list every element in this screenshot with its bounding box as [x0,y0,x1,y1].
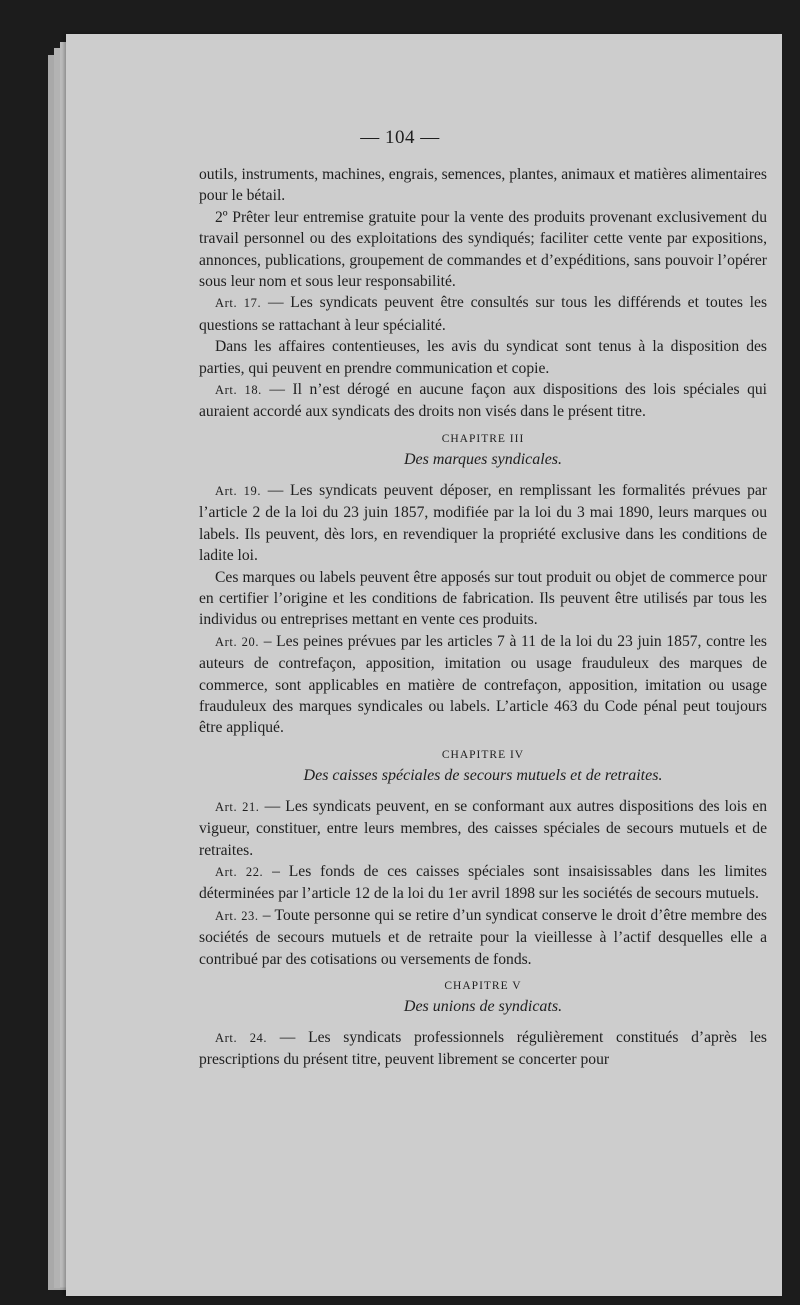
body-paragraph: Ces marques ou labels peuvent être apposés sur tout produit ou objet de commerce pour en certifier l’origine et les conditions de fabrication. Ils peuvent être utilisés par tous les individus ou entreprises mettant en vente ces produits. [199,568,767,629]
article-label: Art. 22. [215,864,264,879]
article-paragraph [199,631,767,739]
article-text: — Les syndicats professionnels régulièrement constitués d’après les prescriptions du présent titre, peuvent librement se concerter pour [199,1029,767,1069]
body-paragraph: 2º Prêter leur entremise gratuite pour la vente des produits provenant exclusivement du travail personnel ou des exploitations des syndiqués; faciliter cette vente par expositions, annonces, publications, groupement de commandes et d’expéditions, sans pouvoir l’opérer sous leur nom et sous leur responsabilité. [199,208,767,291]
body-paragraph: Dans les affaires contentieuses, les avis du syndicat sont tenus à la disposition des parties, qui peuvent en prendre communication et copie. [199,338,767,377]
chapter-title: Des caisses spéciales de secours mutuels et de retraites. [303,766,663,784]
article-paragraph [199,905,767,970]
chapter-heading: CHAPITRE IV [441,748,525,761]
chapter-title: Des unions de syndicats. [403,998,563,1015]
chapter-title: Des marques syndicales. [403,450,563,468]
article-paragraph [199,1027,767,1071]
article-paragraph [199,861,767,905]
article-paragraph [199,796,767,861]
article-label: Art. 23. [215,908,259,923]
page-body [199,164,767,1071]
article-text: — Les syndicats peuvent déposer, en remplissant les formalités prévues par l’article 2 de la loi du 23 juin 1857, modifiée par la loi du 3 mai 1890, leurs marques ou labels. Ils peuvent, dès lors, en revendiquer la propriété exclusive dans les conditions de ladite loi. [199,481,768,565]
article-text: — Il n’est dérogé en aucune façon aux dispositions des lois spéciales qui auraient accordé aux syndicats des droits non visés dans le présent titre. [199,381,767,421]
article-text: – Les fonds de ces caisses spéciales sont insaisissables dans les limites déterminées par l’article 12 de la loi du 1er avril 1898 sur les sociétés de secours mutuels. [199,862,768,903]
article-text: — Les syndicats peuvent, en se conformant aux autres dispositions des lois en vigueur, constituer, entre leurs membres, des caisses spéciales de secours mutuels et de retraites. [199,797,767,859]
article-label: Art. 24. [215,1031,268,1045]
article-paragraph [199,379,767,423]
body-paragraph: outils, instruments, machines, engrais, semences, plantes, animaux et matières alimentaires pour le bétail. [199,166,767,205]
article-text: — Les syndicats peuvent être consultés sur tous les différends et toutes les questions se rattachant à leur spécialité. [199,294,768,334]
chapter-heading: CHAPITRE V [444,980,522,992]
article-paragraph [199,480,767,567]
article-label: Art. 19. [215,483,262,498]
article-label: Art. 17. [215,296,262,311]
article-text: – Les peines prévues par les articles 7 à 11 de la loi du 23 juin 1857, contre les auteurs de contrefaçon, apposition, imitation ou usage frauduleux des marques de commerce, sont applicables en matière de contrefaçon, apposition, imitation ou usage frauduleux des marques syndicales ou labels. L’article 463 du Code pénal peut toujours être appliqué. [199,632,767,737]
article-label: Art. 20. [215,634,260,649]
article-paragraph [199,292,767,336]
article-label: Art. 21. [215,799,260,814]
chapter-heading: CHAPITRE III [441,432,525,445]
article-text: – Toute personne qui se retire d’un syndicat conserve le droit d’être membre des sociétés de secours mutuels et de retraite pour la vieillesse à l’actif desquelles elle a contribué par des cotisations ou versements de fonds. [199,906,767,968]
page-number: — 104 — [360,127,440,148]
article-label: Art. 18. [215,383,262,398]
